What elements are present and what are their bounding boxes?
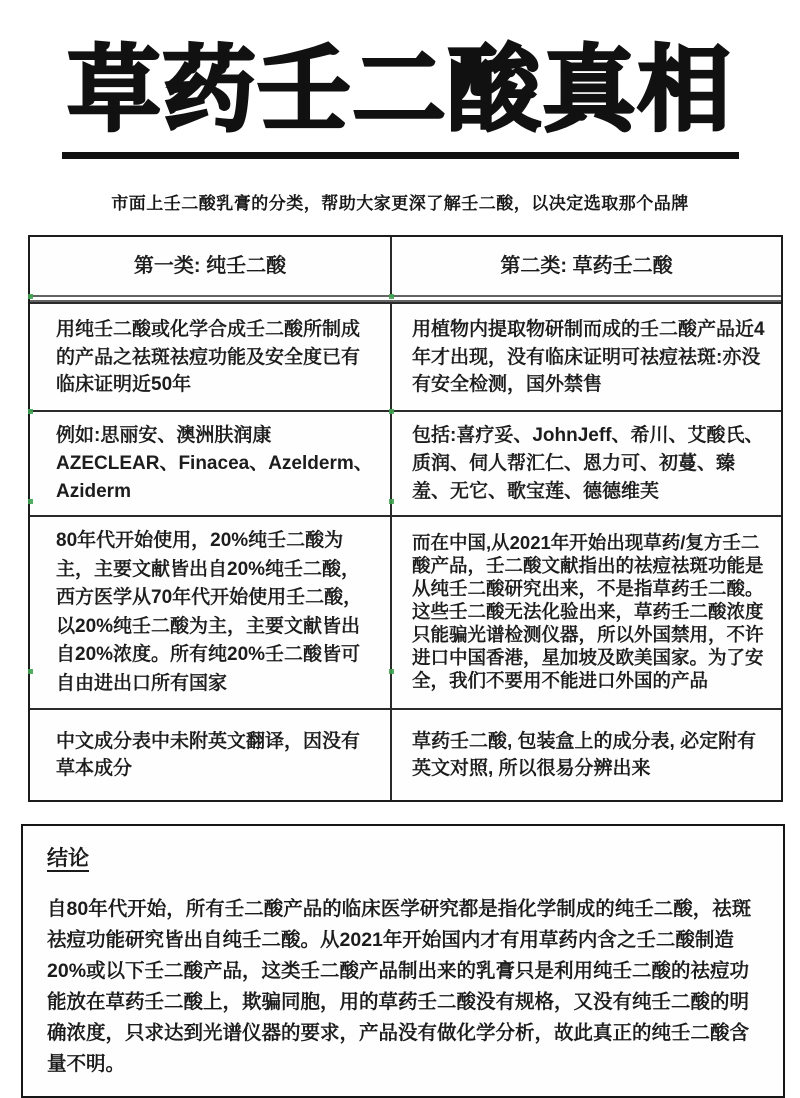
cell-pure-clinical-proof: 用纯壬二酸或化学合成壬二酸所制成的产品之祛斑祛痘功能及安全度已有临床证明近50年 [30,304,392,410]
table-header-herbal-azelaic: 第二类: 草药壬二酸 [500,254,673,277]
grid-artifact [389,294,394,299]
grid-artifact [28,294,33,299]
cell-pure-ingredient-label: 中文成分表中未附英文翻译，因没有草本成分 [30,710,392,800]
cell-herbal-regulation: 而在中国,从2021年开始出现草药/复方壬二酸产品，壬二酸文献指出的祛痘祛斑功能是从纯壬二酸研究出来，不是指草药壬二酸。这些壬二酸无法化验出来，草药壬二酸浓度只能骗光谱检测仪器，所以外国禁用，不许进口中国香港，星加坡及欧美国家。为了安全，我们不要用不能进口外国的产品 [412,532,764,691]
grid-artifact [28,499,33,504]
conclusion-heading: 结论 [47,847,89,871]
conclusion-body: 自80年代开始，所有壬二酸产品的临床医学研究都是指化学制成的纯壬二酸，祛斑祛痘功能研究皆出自纯壬二酸。从2021年开始国内才有用草药内含之壬二酸制造20%或以下壬二酸产品，这类壬二酸产品制出来的乳膏只是利用纯壬二酸的祛痘功能放在草药壬二酸上，欺骗同胞，用的草药壬二酸没有规格，又没有纯壬二酸的明确浓度，只求达到光谱仪器的要求，产品没有做化学分析，故此真正的纯壬二酸含量不明。 [47,898,752,1076]
table-row-brand-examples [30,410,781,515]
page-subtitle: 市面上壬二酸乳膏的分类，帮助大家更深了解壬二酸，以决定选取那个品牌 [111,194,689,214]
conclusion-box [21,824,785,1098]
grid-artifact [28,409,33,414]
page-header [0,0,800,214]
cell-herbal-ingredient-label: 草药壬二酸, 包装盒上的成分表, 必定附有英文对照, 所以很易分辨出来 [412,730,757,780]
table-row-ingredient-label [30,708,781,800]
grid-artifact [389,669,394,674]
table-row-clinical-proof [30,302,781,410]
cell-pure-brand-examples: 例如:思丽安、澳洲肤润康AZECLEAR、Finacea、Azelderm、Aziderm [30,412,392,515]
comparison-table [28,235,783,802]
table-row-history-regulation [30,515,781,708]
grid-artifact [389,409,394,414]
page-title: 草药壬二酸真相 [62,40,739,159]
table-header-row [30,237,781,302]
cell-herbal-brand-examples: 包括:喜疗妥、JohnJeff、希川、艾酸氏、质润、伺人帮汇仁、恩力可、初蔓、臻羞、无它、歌宝莲、德德维芙 [412,425,764,502]
grid-artifact [28,669,33,674]
grid-artifact [389,499,394,504]
cell-herbal-clinical-proof: 用植物内提取物研制而成的壬二酸产品近4年才出现，没有临床证明可祛痘祛斑:亦没有安全检测，国外禁售 [412,319,765,396]
table-header-pure-azelaic: 第一类: 纯壬二酸 [30,237,392,295]
cell-pure-history: 80年代开始使用，20%纯壬二酸为主，主要文献皆出自20%纯壬二酸，西方医学从70年代开始使用壬二酸，以20%纯壬二酸为主，主要文献皆出自20%浓度。所有纯20%壬二酸皆可自由进出口所有国家 [30,517,392,708]
